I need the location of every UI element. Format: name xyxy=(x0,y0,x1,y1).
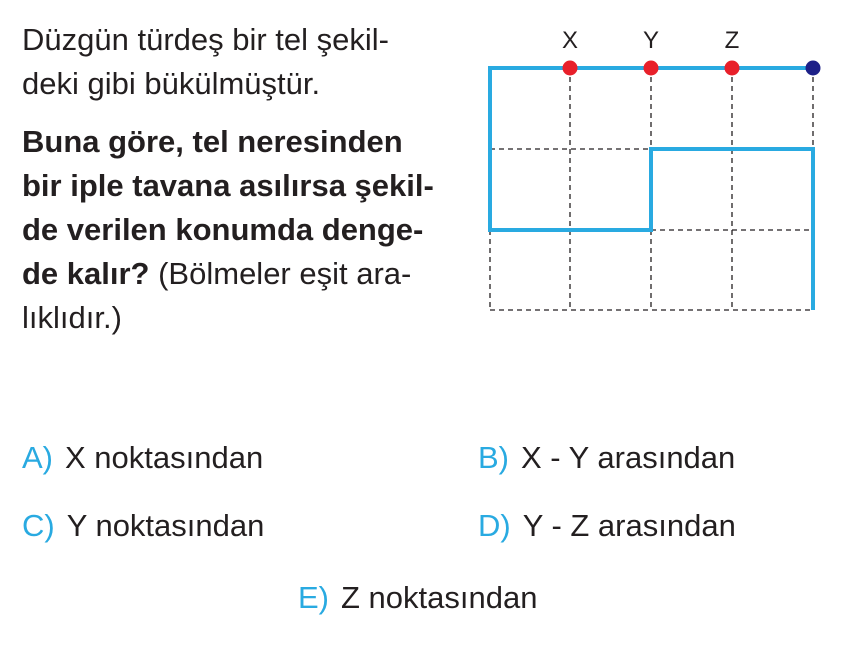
option-d-text: Y - Z arasından xyxy=(522,508,736,543)
point-y xyxy=(644,61,659,76)
option-c-text: Y noktasından xyxy=(66,508,265,543)
question-intro xyxy=(22,18,462,106)
note-part-1: (Bölmeler eşit ara- xyxy=(149,256,412,291)
prompt-line-1: Buna göre, tel neresinden xyxy=(22,124,403,159)
point-z xyxy=(725,61,740,76)
point-x xyxy=(563,61,578,76)
question-text xyxy=(22,18,462,340)
option-d-letter: D) xyxy=(478,508,511,543)
option-e-text: Z noktasından xyxy=(341,580,538,615)
option-b-text: X - Y arasından xyxy=(521,440,736,475)
prompt-line-4: de kalır? xyxy=(22,256,150,291)
option-a-letter: A) xyxy=(22,440,53,475)
option-e-letter: E) xyxy=(298,580,329,615)
option-a-text: X noktasından xyxy=(65,440,264,475)
intro-line-2: deki gibi bükülmüştür. xyxy=(22,66,321,101)
option-e[interactable] xyxy=(298,578,537,618)
intro-line-1: Düzgün türdeş bir tel şekil- xyxy=(22,22,389,57)
option-c-letter: C) xyxy=(22,508,55,543)
option-c[interactable] xyxy=(22,506,264,546)
option-b-letter: B) xyxy=(478,440,509,475)
prompt-line-2: bir iple tavana asılırsa şekil- xyxy=(22,168,434,203)
option-d[interactable] xyxy=(478,506,736,546)
option-b[interactable] xyxy=(478,438,735,478)
label-z: Z xyxy=(724,27,740,54)
wire-diagram xyxy=(470,18,850,328)
wire-figure xyxy=(470,18,850,328)
label-x: X xyxy=(561,27,579,54)
end-point xyxy=(806,61,821,76)
label-y: Y xyxy=(642,27,660,54)
question-prompt xyxy=(22,120,462,340)
note-part-2: lıklıdır.) xyxy=(22,300,122,335)
option-a[interactable] xyxy=(22,438,263,478)
prompt-line-3: de verilen konumda denge- xyxy=(22,212,424,247)
